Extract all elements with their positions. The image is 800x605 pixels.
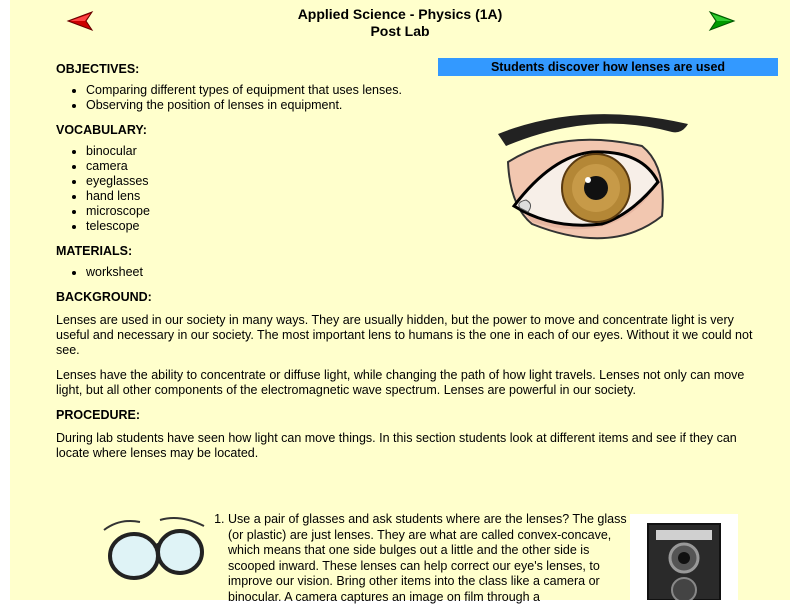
background-heading: BACKGROUND:: [56, 290, 152, 304]
list-item: • Comparing different types of equipment that uses lenses.: [86, 83, 756, 98]
objectives-heading: OBJECTIVES:: [56, 62, 140, 76]
vocabulary-list: [56, 144, 756, 234]
list-item: • telescope: [86, 219, 756, 234]
list-item: • microscope: [86, 204, 756, 219]
objectives-list: [56, 83, 756, 113]
procedure-intro: During lab students have seen how light can move things. In this section students look at different items and see if they can locate where lenses may be located.: [56, 431, 737, 460]
title-line-2: Post Lab: [370, 23, 430, 39]
procedure-steps: [206, 512, 638, 605]
list-item: • hand lens: [86, 189, 756, 204]
materials-heading: MATERIALS:: [56, 244, 133, 258]
lesson-page: [10, 0, 790, 604]
page-title: [10, 6, 790, 40]
procedure-step: 1. Use a pair of glasses and ask students where are the lenses? The glass (or plastic) are just lenses. They are what are called convex-concave, which means that one side bulges out a little and the other side is scooped inward. These lenses can help correct our eye's lenses, to improve our vision. Bring other items into the class like a camera or binocular. A camera captures an image on film through a: [228, 512, 638, 605]
background-paragraph-2: Lenses have the ability to concentrate or diffuse light, while changing the path of how light travels. Lenses not only can move light, but all other components of the electromagnetic wave spectrum. Lenses are powerful in our society.: [56, 368, 745, 397]
vocabulary-heading: VOCABULARY:: [56, 123, 147, 137]
camera-photo: [630, 514, 738, 600]
eyeglasses-illustration: [100, 512, 210, 592]
list-item: • worksheet: [86, 265, 756, 280]
list-item: • binocular: [86, 144, 756, 159]
lesson-content: [56, 62, 756, 471]
list-item: • Observing the position of lenses in equipment.: [86, 98, 756, 113]
materials-list: [56, 265, 756, 280]
banner: Students discover how lenses are used: [438, 58, 778, 76]
title-line-1: Applied Science - Physics (1A): [297, 6, 503, 22]
background-paragraph-1: Lenses are used in our society in many ways. They are usually hidden, but the power to move and concentrate light is very useful and necessary in our society. The most important lens to humans is the one in each of our eyes. Without it we could not see.: [56, 313, 753, 357]
list-item: • camera: [86, 159, 756, 174]
list-item: • eyeglasses: [86, 174, 756, 189]
procedure-heading: PROCEDURE:: [56, 408, 141, 422]
right-arrow-icon[interactable]: [708, 10, 736, 32]
